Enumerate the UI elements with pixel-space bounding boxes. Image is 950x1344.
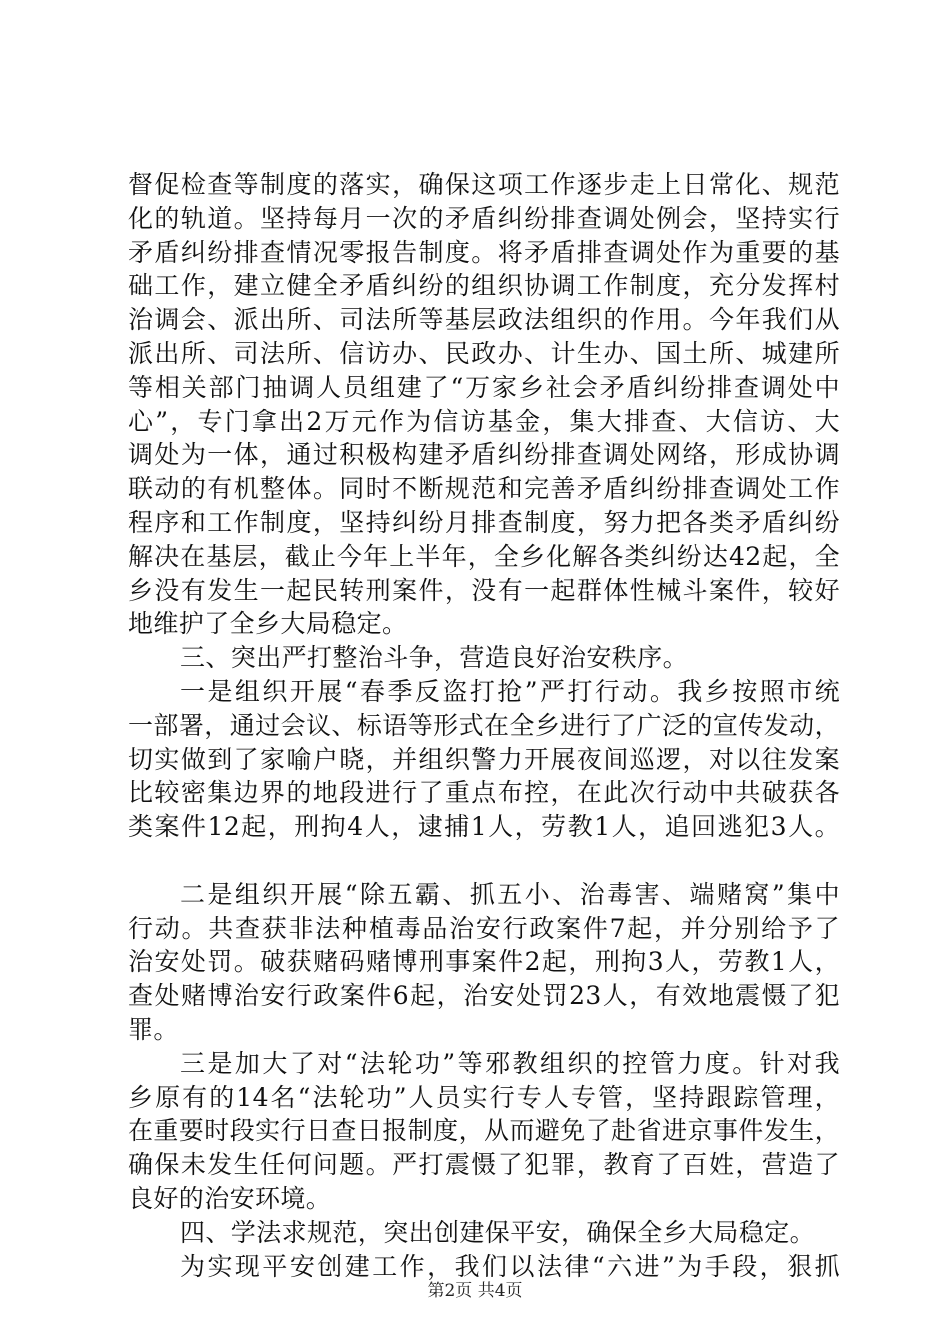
document-body (128, 168, 840, 1283)
text-line: 行动。共查获非法种植毒品治安行政案件7起，并分别给予了 (128, 913, 840, 943)
text-line: 等相关部门抽调人员组建了“万家乡社会矛盾纠纷排查调处中 (128, 372, 840, 402)
text-line: 调处为一体，通过积极构建矛盾纠纷排查调处网络，形成协调 (128, 440, 840, 470)
section-heading: 四、学法求规范，突出创建保平安，确保全乡大局稳定。 (180, 1217, 816, 1247)
text-line: 乡没有发生一起民转刑案件，没有一起群体性械斗案件，较好 (128, 575, 840, 605)
text-line: 一是组织开展“春季反盗打抢”严打行动。我乡按照市统 (180, 676, 840, 706)
text-line: 为实现平安创建工作，我们以法律“六进”为手段，狠抓 (180, 1251, 840, 1281)
text-line: 查处赌博治安行政案件6起，治安处罚23人，有效地震慑了犯 (128, 981, 840, 1011)
text-line: 良好的治安环境。 (128, 1183, 332, 1213)
text-line: 切实做到了家喻户晓，并组织警力开展夜间巡逻，对以往发案 (128, 744, 840, 774)
text-line: 乡原有的14名“法轮功”人员实行专人专管，坚持跟踪管理， (128, 1082, 840, 1112)
text-line: 础工作，建立健全矛盾纠纷的组织协调工作制度，充分发挥村 (128, 271, 840, 301)
text-line: 地维护了全乡大局稳定。 (128, 609, 408, 639)
text-line: 在重要时段实行日查日报制度，从而避免了赴省进京事件发生， (128, 1116, 840, 1146)
text-line: 类案件12起，刑拘4人，逮捕1人，劳教1人，追回逃犯3人。 (128, 812, 840, 842)
text-line: 比较密集边界的地段进行了重点布控，在此次行动中共破获各 (128, 778, 840, 808)
text-line: 罪。 (128, 1014, 179, 1044)
text-line: 二是组织开展“除五霸、抓五小、治毒害、端赌窝”集中 (180, 879, 840, 909)
text-line: 确保未发生任何问题。严打震慑了犯罪，教育了百姓，营造了 (128, 1150, 840, 1180)
text-line: 治安处罚。破获赌码赌博刑事案件2起，刑拘3人，劳教1人， (128, 947, 840, 977)
text-line: 解决在基层，截止今年上半年，全乡化解各类纠纷达42起，全 (128, 541, 840, 571)
text-line: 督促检查等制度的落实，确保这项工作逐步走上日常化、规范 (128, 170, 840, 199)
paragraph-gap (128, 844, 840, 878)
text-line: 派出所、司法所、信访办、民政办、计生办、国土所、城建所 (128, 338, 840, 368)
text-line: 矛盾纠纷排查情况零报告制度。将矛盾排查调处作为重要的基 (128, 237, 840, 267)
text-line: 一部署，通过会议、标语等形式在全乡进行了广泛的宣传发动， (128, 710, 840, 740)
text-line: 化的轨道。坚持每月一次的矛盾纠纷排查调处例会，坚持实行 (128, 203, 840, 233)
section-heading: 三、突出严打整治斗争，营造良好治安秩序。 (180, 643, 689, 673)
text-line: 心”，专门拿出2万元作为信访基金，集大排查、大信访、大 (128, 406, 840, 436)
text-line: 三是加大了对“法轮功”等邪教组织的控管力度。针对我 (180, 1048, 840, 1078)
text-line: 程序和工作制度，坚持纠纷月排查制度，努力把各类矛盾纠纷 (128, 507, 840, 537)
text-line: 联动的有机整体。同时不断规范和完善矛盾纠纷排查调处工作 (128, 474, 840, 504)
page-number-footer: 第2页 共4页 (427, 1281, 523, 1301)
text-line: 治调会、派出所、司法所等基层政法组织的作用。今年我们从 (128, 305, 840, 335)
